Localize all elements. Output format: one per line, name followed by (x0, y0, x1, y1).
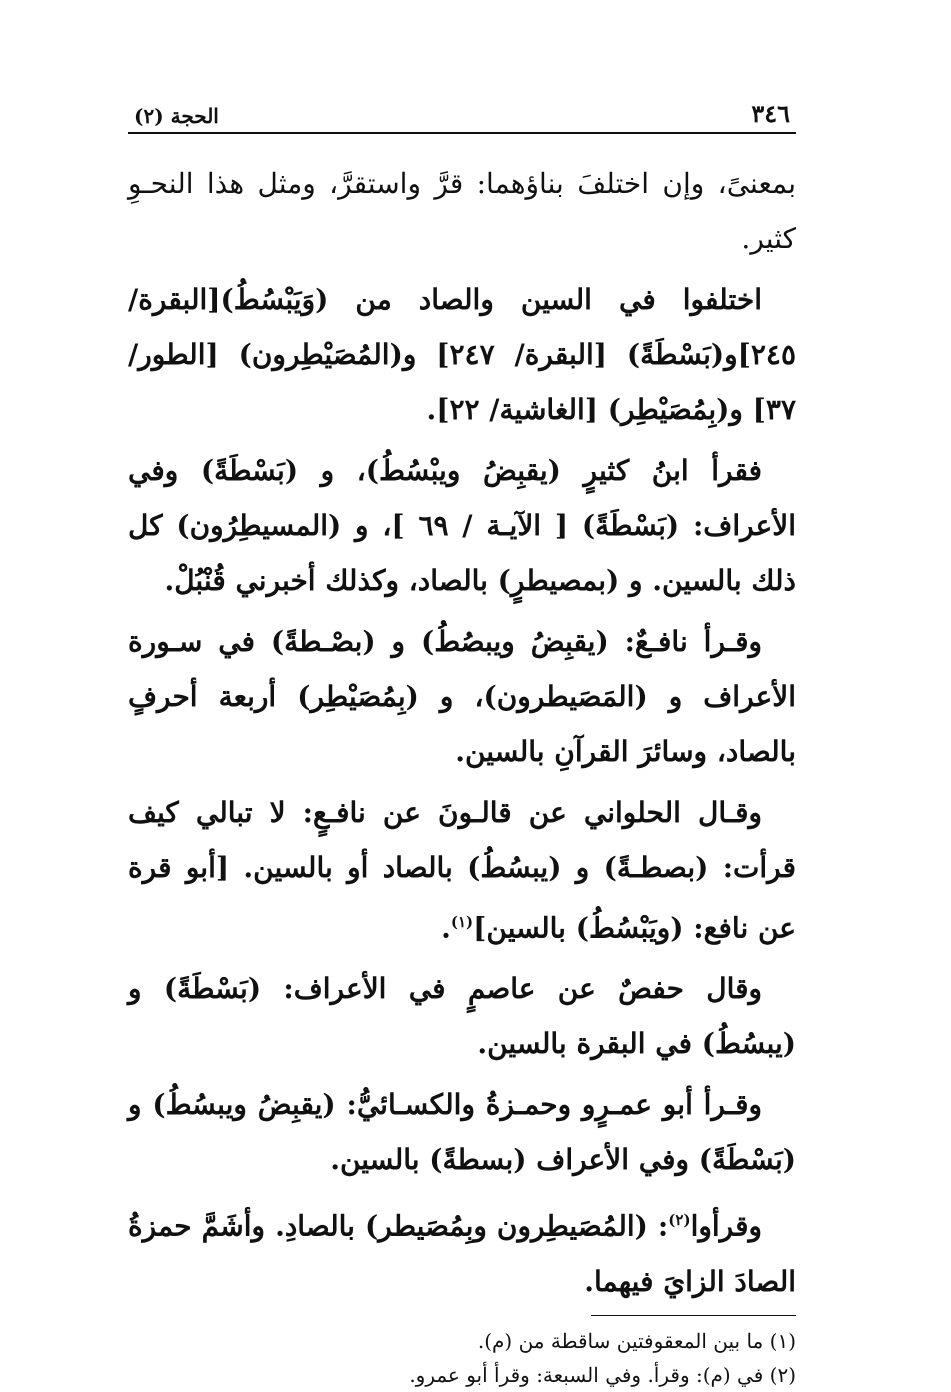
paragraph-text: وقـال الحلواني عن قالـونَ عن نافـعٍ: لا تبالي كيف قرأت: (بصطـةً) و (يبسُطُ) بالصاد أو بالسين. [أبو قرة عن نافع: (ويَبْسُطُ) بالسين] (128, 796, 796, 945)
paragraph-text: بمعنىً، وإن اختلفَ بناؤهما: قرَّ واستقرَّ، ومثل هذا النحـوِ كثير. (128, 167, 796, 255)
footnote-ref: (١) (450, 913, 474, 931)
footnote: (١) ما بين المعقوفتين ساقطة من (م). (477, 1328, 796, 1353)
footnotes (128, 1324, 796, 1392)
footnote-rule (591, 1315, 796, 1316)
page (128, 92, 797, 1387)
paragraph-text: وقرأوا (690, 1209, 762, 1243)
paragraph (128, 1193, 796, 1308)
running-title: الحجة (٢) (134, 104, 219, 128)
paragraph-text: وقـرأ نافـعٌ: (يقبِضُ ويبصُطُ) و (بصْـطةً) في سـورة الأعراف و (المَصَيطرون)، و (بِمُصَيْطِر) أربعة أحرفٍ بالصاد، وسائرَ القرآنِ بالسين. (128, 625, 796, 768)
paragraph (128, 961, 796, 1071)
paragraph-text: وقال حفصٌ عن عاصمٍ في الأعراف: (بَسْطَةً) و (يبسُطُ) في البقرة بالسين. (128, 972, 796, 1061)
footnote: (٢) في (م): وقرأ. وفي السبعة: وقرأ أبو عمرو. (409, 1362, 796, 1387)
page-header (128, 92, 796, 134)
paragraph-text: اختلفوا في السين والصاد من (وَيَبْسُطُ)[البقرة/ ٢٤٥]و(بَسْطَةً) [البقرة/ ٢٤٧] و(المُصَيْطِرون) [الطور/ ٣٧] و(بِمُصَيْطِر) [الغاشية/ ٢٢]. (128, 283, 797, 426)
paragraph (128, 443, 796, 608)
paragraph (128, 1077, 796, 1187)
paragraph (128, 614, 796, 779)
paragraph (128, 785, 796, 955)
page-body (128, 156, 796, 1309)
paragraph-text: فقرأ ابنُ كثيرٍ (يقبِضُ ويبْسُطُ)، و (بَسْطَةً) وفي الأعراف: (بَسْطَةً) [ الآيـة / ٦٩ ]، و (المسيطِرُون) كل ذلك بالسين. و (بمصيطرٍ) بالصاد، وكذلك أخبرني قُنْبُلْ. (128, 454, 796, 597)
footnote-ref: (٢) (668, 1211, 691, 1230)
period: . (441, 911, 451, 945)
page-number: ٣٤٦ (751, 99, 790, 128)
paragraph-text-rest: : (المُصَيطِرون وبِمُصَيطر) بالصادِ. وأشَمَّ حمزةُ الصادَ الزايَ فيهما. (128, 1209, 796, 1298)
paragraph (128, 272, 796, 437)
paragraph-text: وقـرأ أبو عمـرٍو وحمـزةُ والكسـائيُّ: (يقبِضُ ويبسُطُ) و (بَسْطَةً) وفي الأعراف (بسطةً) بالسين. (128, 1088, 796, 1177)
paragraph (128, 156, 796, 266)
